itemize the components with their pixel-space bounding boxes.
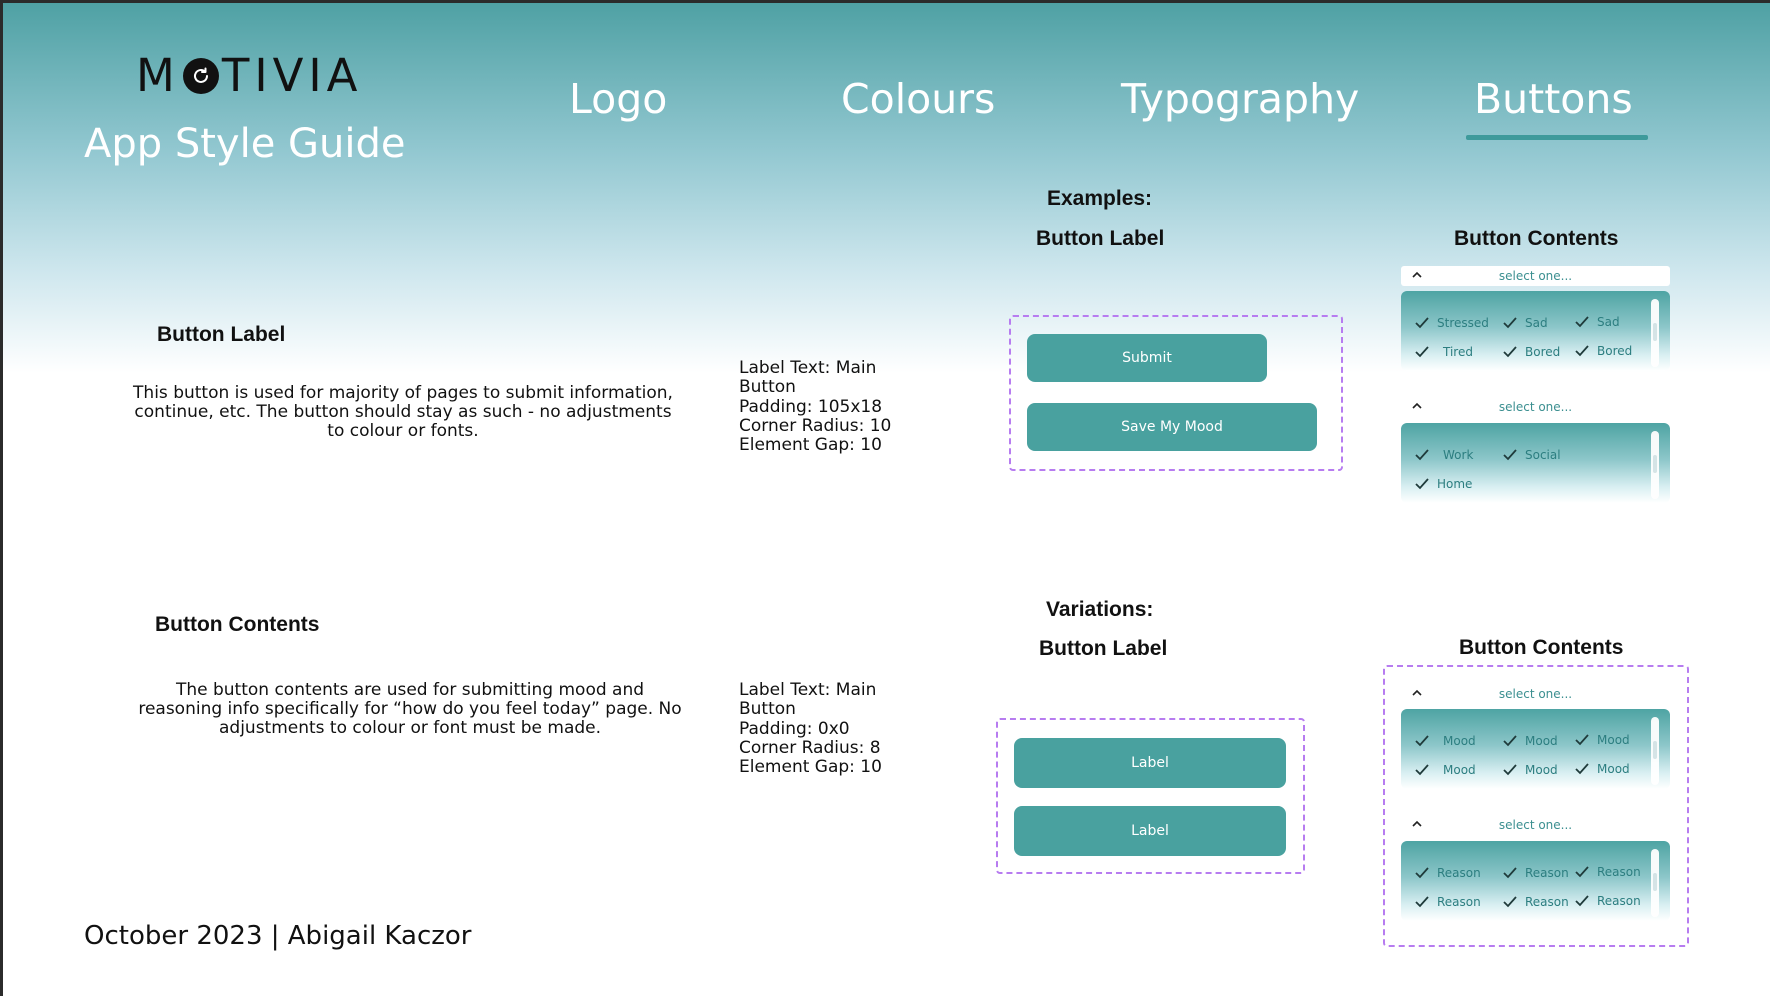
page-title: App Style Guide [84, 121, 406, 167]
button-label-description: This button is used for majority of pages to submit information, continue, etc. The button should stay as such - no adjustments to colour or fonts. [133, 383, 673, 441]
reason-option[interactable]: Reason [1503, 866, 1569, 880]
reason-select-placeholder: select one... [1498, 400, 1573, 414]
variations-button-contents-heading: Button Contents [1459, 636, 1624, 659]
mood-option[interactable]: Bored [1503, 345, 1560, 359]
check-icon [1415, 735, 1429, 747]
check-icon [1575, 866, 1589, 878]
button-label-spec: Label Text: Main Button Padding: 105x18 Corner Radius: 10 Element Gap: 10 [739, 358, 892, 456]
check-icon [1503, 896, 1517, 908]
variations-heading: Variations: [1046, 598, 1154, 621]
variations-button-label-heading: Button Label [1039, 637, 1168, 660]
reason-option[interactable]: Social [1503, 448, 1561, 462]
reason-option[interactable]: Reason [1415, 866, 1481, 880]
nav-logo[interactable]: Logo [569, 75, 668, 123]
nav-typography[interactable]: Typography [1121, 75, 1360, 123]
variation-reason-select[interactable] [1401, 815, 1670, 835]
reason-option[interactable]: Reason [1503, 895, 1569, 909]
mood-option[interactable]: Bored [1575, 344, 1632, 358]
logo-letters-tivia: TIVIA [221, 49, 363, 102]
nav-active-indicator [1466, 135, 1648, 140]
mood-option[interactable]: Tired [1415, 345, 1473, 359]
check-icon [1503, 346, 1517, 358]
check-icon [1575, 345, 1589, 357]
chevron-up-icon [1411, 269, 1423, 281]
footer-credit: October 2023 | Abigail Kaczor [84, 921, 472, 951]
variation-reason-options-panel [1401, 841, 1670, 921]
nav-colours[interactable]: Colours [841, 75, 996, 123]
check-icon [1503, 449, 1517, 461]
mood-option[interactable]: Mood [1575, 762, 1630, 776]
check-icon [1575, 763, 1589, 775]
variation-mood-options-panel [1401, 709, 1670, 789]
check-icon [1415, 478, 1429, 490]
save-my-mood-button[interactable]: Save My Mood [1027, 403, 1317, 451]
submit-button[interactable]: Submit [1027, 334, 1267, 382]
check-icon [1575, 895, 1589, 907]
app-logo [136, 49, 362, 102]
variations-contents-frame [1383, 665, 1689, 947]
scrollbar[interactable] [1651, 849, 1659, 917]
mood-option[interactable]: Mood [1503, 734, 1558, 748]
variation-mood-placeholder: select one... [1498, 687, 1573, 701]
mood-option[interactable]: Stressed [1415, 316, 1489, 330]
mood-option[interactable]: Mood [1415, 763, 1476, 777]
check-icon [1575, 734, 1589, 746]
mood-option[interactable]: Sad [1503, 316, 1548, 330]
check-icon [1415, 896, 1429, 908]
mood-options-panel [1401, 291, 1670, 371]
button-contents-title: Button Contents [155, 613, 320, 636]
label-button-2[interactable]: Label [1014, 806, 1286, 856]
check-icon [1415, 867, 1429, 879]
label-button-1[interactable]: Label [1014, 738, 1286, 788]
check-icon [1415, 346, 1429, 358]
check-icon [1415, 317, 1429, 329]
scrollbar[interactable] [1651, 299, 1659, 367]
mood-select-placeholder: select one... [1498, 269, 1573, 283]
variation-reason-placeholder: select one... [1498, 818, 1573, 832]
check-icon [1415, 449, 1429, 461]
check-icon [1503, 735, 1517, 747]
examples-button-label-heading: Button Label [1036, 227, 1165, 250]
examples-button-frame [1009, 315, 1343, 471]
check-icon [1575, 316, 1589, 328]
scrollbar[interactable] [1651, 717, 1659, 785]
variation-mood-select[interactable] [1401, 684, 1670, 704]
examples-heading: Examples: [1047, 187, 1153, 210]
mood-option[interactable]: Mood [1503, 763, 1558, 777]
variations-button-frame [996, 718, 1305, 874]
check-icon [1503, 867, 1517, 879]
scrollbar[interactable] [1651, 431, 1659, 499]
button-label-title: Button Label [157, 323, 286, 346]
reason-option[interactable]: Home [1415, 477, 1472, 491]
reason-option[interactable]: Reason [1415, 895, 1481, 909]
mood-select[interactable] [1401, 266, 1670, 286]
check-icon [1503, 764, 1517, 776]
chevron-up-icon [1411, 400, 1423, 412]
button-contents-description: The button contents are used for submitting mood and reasoning info specifically for “how do you feel today” page. No adjustments to colour or font must be made. [138, 680, 682, 738]
chevron-up-icon [1411, 687, 1423, 699]
button-contents-spec: Label Text: Main Button Padding: 0x0 Corner Radius: 8 Element Gap: 10 [739, 680, 882, 778]
reason-option[interactable]: Reason [1575, 865, 1641, 879]
mood-option[interactable]: Mood [1415, 734, 1476, 748]
reason-option[interactable]: Work [1415, 448, 1473, 462]
mood-option[interactable]: Sad [1575, 315, 1620, 329]
reason-options-panel [1401, 423, 1670, 503]
reason-option[interactable]: Reason [1575, 894, 1641, 908]
logo-letter-m: M [136, 49, 180, 102]
chevron-up-icon [1411, 818, 1423, 830]
check-icon [1503, 317, 1517, 329]
examples-button-contents-heading: Button Contents [1454, 227, 1619, 250]
nav-buttons[interactable]: Buttons [1474, 75, 1633, 123]
reason-select[interactable] [1401, 397, 1670, 417]
refresh-icon [183, 58, 219, 94]
mood-option[interactable]: Mood [1575, 733, 1630, 747]
check-icon [1415, 764, 1429, 776]
